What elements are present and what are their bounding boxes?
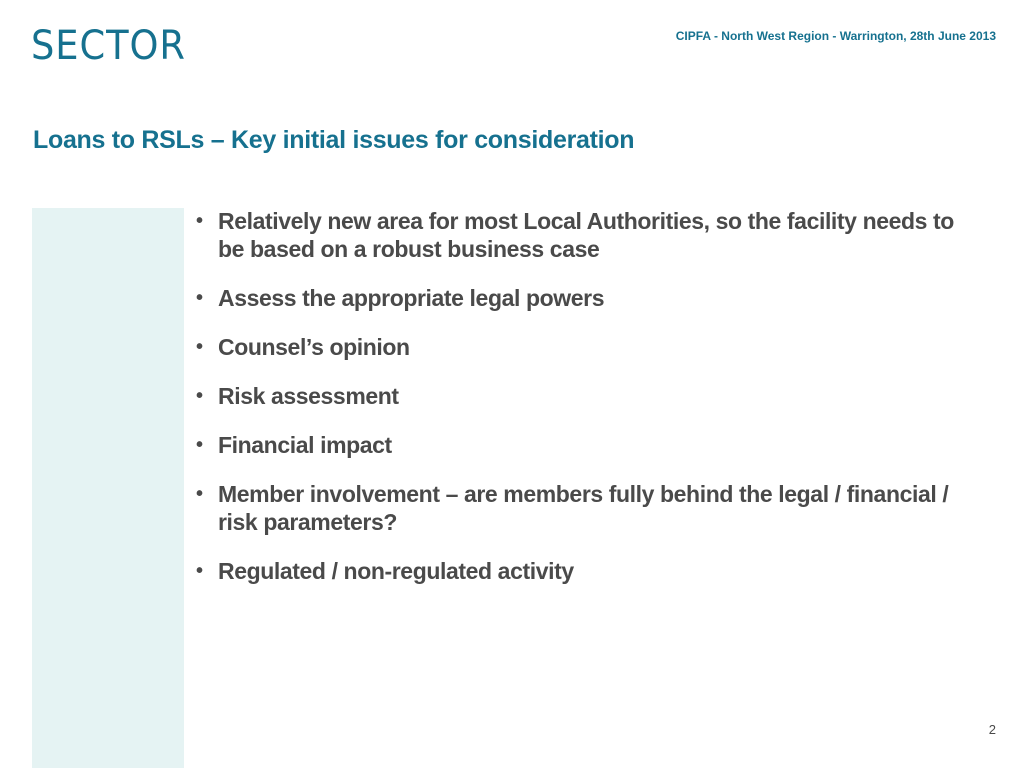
bullet-text: Financial impact (218, 432, 392, 458)
bullet-item (196, 480, 956, 536)
bullet-text: Relatively new area for most Local Authorities, so the facility needs to be based on a robust business case (218, 208, 954, 262)
bullet-point-icon: • (196, 385, 203, 407)
bullet-text: Regulated / non-regulated activity (218, 558, 574, 584)
bullet-point-icon: • (196, 210, 203, 232)
bullet-point-icon: • (196, 434, 203, 456)
event-caption: CIPFA - North West Region - Warrington, 28th June 2013 (675, 29, 996, 43)
bullet-item (196, 207, 956, 263)
bullet-point-icon: • (196, 560, 203, 582)
bullet-item (196, 431, 956, 459)
bullet-list (196, 207, 956, 606)
slide-title: Loans to RSLs – Key initial issues for consideration (33, 126, 635, 154)
page-number: 2 (988, 722, 996, 737)
bullet-text: Member involvement – are members fully behind the legal / financial / risk parameters? (218, 481, 949, 535)
bullet-point-icon: • (196, 336, 203, 358)
bullet-point-icon: • (196, 483, 203, 505)
bullet-item (196, 557, 956, 585)
bullet-item (196, 333, 956, 361)
sector-logo: SECTOR (31, 23, 186, 69)
bullet-text: Risk assessment (218, 383, 399, 409)
bullet-item (196, 382, 956, 410)
bullet-text: Counsel’s opinion (218, 334, 410, 360)
bullet-point-icon: • (196, 287, 203, 309)
side-panel (32, 208, 184, 768)
bullet-text: Assess the appropriate legal powers (218, 285, 605, 311)
bullet-item (196, 284, 956, 312)
